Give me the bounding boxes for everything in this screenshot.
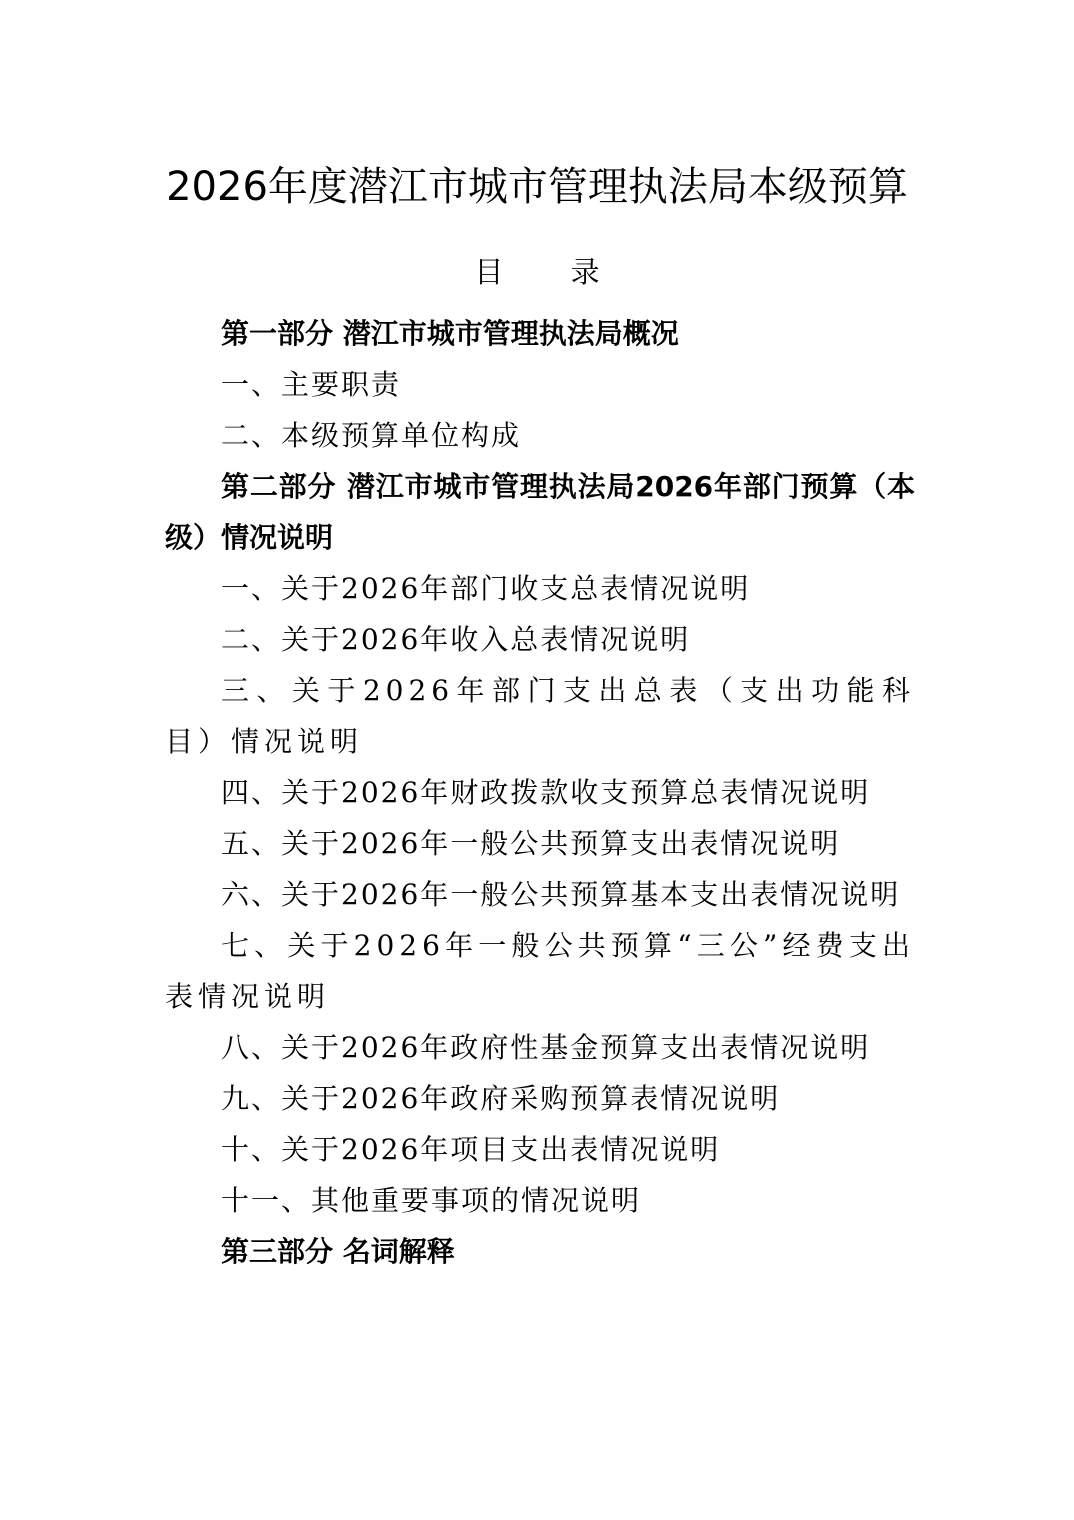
toc-entry-main-duties: 一、主要职责 <box>221 368 402 401</box>
toc-entry-project-expenditure: 十、关于2026年项目支出表情况说明 <box>221 1133 721 1166</box>
table-of-contents <box>165 308 915 1277</box>
toc-entry-fiscal-appropriation: 四、关于2026年财政拨款收支预算总表情况说明 <box>221 776 871 809</box>
toc-entry-revenue-summary: 二、关于2026年收入总表情况说明 <box>221 623 691 656</box>
toc-entry-government-fund: 八、关于2026年政府性基金预算支出表情况说明 <box>221 1031 871 1064</box>
toc-entry-three-public-expenses: 七、关于2026年一般公共预算“三公”经费支出表情况说明 <box>165 929 915 1013</box>
toc-entry-part-1: 第一部分 潜江市城市管理执法局概况 <box>221 317 679 350</box>
toc-entry-general-public-basic: 六、关于2026年一般公共预算基本支出表情况说明 <box>221 878 901 911</box>
toc-entry-revenue-expenditure-summary: 一、关于2026年部门收支总表情况说明 <box>221 572 751 605</box>
document-title: 2026年度潜江市城市管理执法局本级预算 <box>166 163 908 210</box>
toc-entry-part-2: 第二部分 潜江市城市管理执法局2026年部门预算（本级）情况说明 <box>165 470 915 554</box>
toc-heading: 目 录 <box>474 255 600 289</box>
toc-entry-part-3: 第三部分 名词解释 <box>221 1235 455 1268</box>
toc-entry-unit-composition: 二、本级预算单位构成 <box>221 419 522 452</box>
toc-entry-government-procurement: 九、关于2026年政府采购预算表情况说明 <box>221 1082 781 1115</box>
toc-entry-other-matters: 十一、其他重要事项的情况说明 <box>221 1184 642 1217</box>
toc-entry-expenditure-summary: 三、关于2026年部门支出总表（支出功能科目）情况说明 <box>165 674 915 758</box>
toc-entry-general-public-budget: 五、关于2026年一般公共预算支出表情况说明 <box>221 827 841 860</box>
